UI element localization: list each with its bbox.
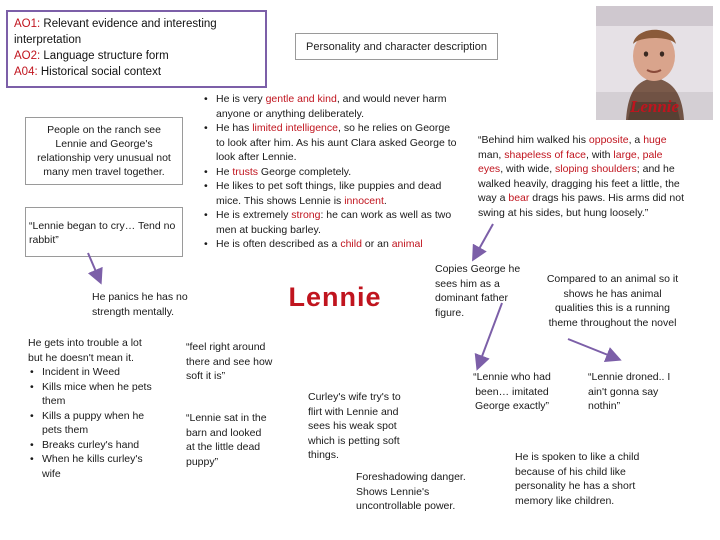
trouble-item: • When he kills curley's wife bbox=[42, 452, 158, 481]
curleys-wife-note: Curley's wife try's to flirt with Lennie and sees his weak spot which is petting soft things. bbox=[308, 391, 401, 461]
trait-item: • He trusts George completely. bbox=[216, 165, 460, 180]
trait-item: • He is often described as a child or an animal bbox=[216, 237, 460, 252]
spoken-child-note: He is spoken to like a child because of his child like personality he has a short memory like children. bbox=[515, 451, 640, 507]
arrow-cry-to-panics bbox=[88, 253, 100, 281]
foreshadowing-note: Foreshadowing danger. Shows Lennie's uncontrollable power. bbox=[356, 471, 466, 512]
ao1-label: AO1: bbox=[14, 18, 41, 30]
imitated-quote: “Lennie who had been… imitated George exactly” bbox=[473, 371, 551, 412]
trait-item: • He is extremely strong: he can work as well as two men at bucking barley. bbox=[216, 208, 460, 237]
arrow-quote-to-copies bbox=[474, 224, 493, 258]
ao4-label: A04: bbox=[14, 66, 38, 78]
trait-item: • He likes to pet soft things, like puppies and dead mice. This shows Lennie is innocent. bbox=[216, 179, 460, 208]
feel-right-quote: “feel right around there and see how soft it is” bbox=[186, 341, 273, 382]
trouble-intro: He gets into trouble a lot but he doesn't mean it. bbox=[28, 337, 142, 364]
ao2-text: Language structure form bbox=[40, 50, 169, 62]
arrow-copies-to-imitated bbox=[478, 303, 502, 367]
lennie-title: Lennie bbox=[288, 282, 382, 312]
photo-caption: Lennie bbox=[629, 97, 680, 116]
ao4-text: Historical social context bbox=[37, 66, 162, 78]
droned-quote: “Lennie droned.. I ain't gonna say nothin” bbox=[588, 371, 671, 412]
trouble-item: • Kills a puppy when he pets them bbox=[42, 409, 158, 438]
ao2-label: AO2: bbox=[14, 50, 41, 62]
sat-barn-quote: “Lennie sat in the barn and looked at the little dead puppy” bbox=[186, 412, 267, 468]
compared-animal-note: Compared to an animal so it shows he has animal qualities this is a running theme throughout the novel bbox=[546, 273, 679, 329]
trouble-item: • Breaks curley's hand bbox=[42, 438, 158, 453]
trait-item: • He is very gentle and kind, and would never harm anyone or anything deliberately. bbox=[216, 92, 460, 121]
copies-george-note: Copies George he sees him as a dominant father figure. bbox=[435, 263, 521, 319]
arrow-animal-to-droned bbox=[568, 339, 618, 359]
description-quote: “Behind him walked his opposite, a huge man, shapeless of face, with large, pale eyes, with wide, sloping shoulders; and he walked heavily, dragging his feet a little, the way a bear drags his paws. His arms did not swing at his sides, but hung loosely.” bbox=[478, 134, 685, 219]
ranch-relationship-box: People on the ranch see Lennie and George's relationship very unusual not many men travel together. bbox=[25, 117, 183, 185]
trouble-item: • Incident in Weed bbox=[42, 365, 158, 380]
ao1-text: Relevant evidence and interesting interpretation bbox=[14, 18, 217, 46]
personality-heading-box: Personality and character description bbox=[295, 33, 498, 60]
trait-item: • He has limited intelligence, so he relies on George to look after him. As his aunt Clara asked George to look after Lennie. bbox=[216, 121, 460, 165]
cry-quote-box: “Lennie began to cry… Tend no rabbit” bbox=[25, 207, 183, 257]
trouble-item: • Kills mice when he pets them bbox=[42, 380, 158, 409]
panics-note: He panics he has no strength mentally. bbox=[92, 291, 188, 318]
